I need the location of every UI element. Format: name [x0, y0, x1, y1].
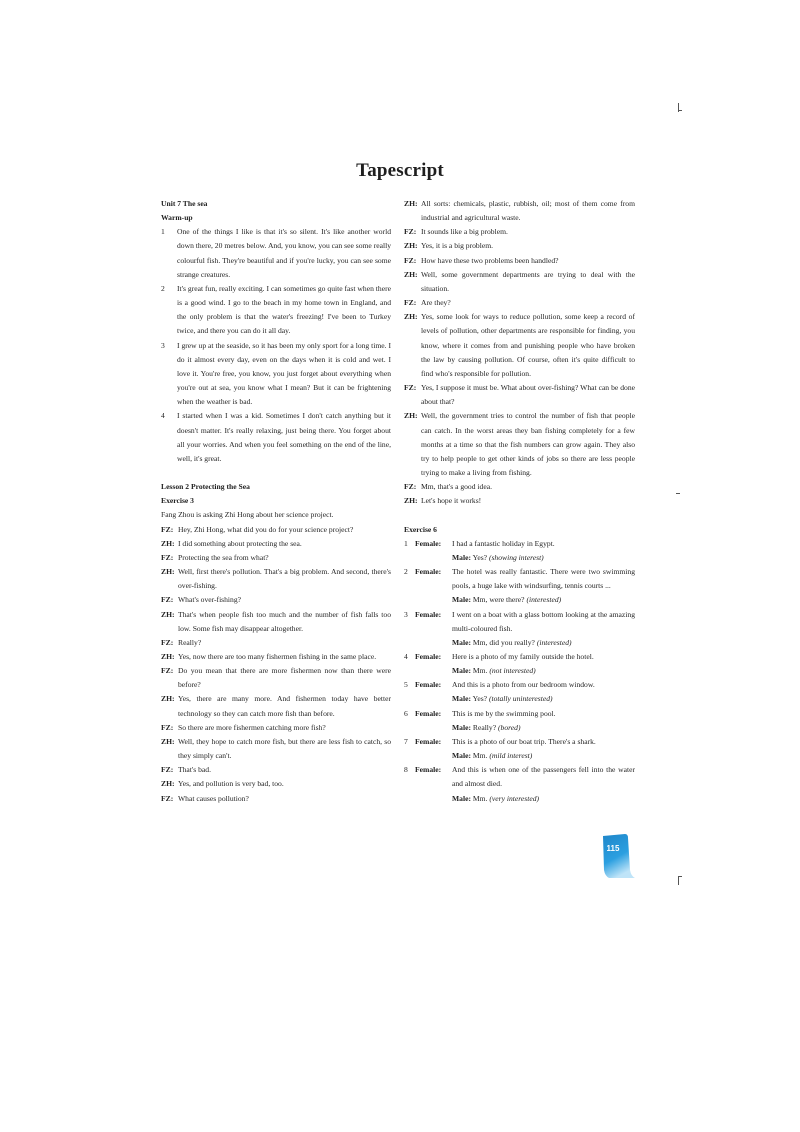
dialogue-text: That's bad.	[178, 765, 212, 775]
crop-mark-middle	[676, 493, 680, 494]
dialogue-line	[161, 792, 391, 806]
speaker-label: FZ:	[404, 482, 417, 492]
item-number: 6	[404, 708, 408, 718]
male-text: Mm.	[472, 793, 488, 803]
speaker-label: ZH:	[161, 609, 175, 619]
unit-heading: Unit 7 The sea	[161, 199, 208, 208]
tone-note: (bored)	[498, 722, 521, 732]
dialogue-text: Let's hope it works!	[421, 496, 482, 506]
speaker-label: ZH:	[161, 694, 175, 704]
speaker-label: FZ:	[161, 524, 174, 534]
speaker-label: FZ:	[161, 637, 174, 647]
speaker-label: Male:	[452, 552, 471, 562]
item-number: 4	[404, 651, 408, 661]
dialogue-text: I did something about protecting the sea.	[178, 538, 302, 548]
item-text: I grew up at the seaside, so it has been my only sport for a long time. I do it almost every day, even on the days when it is cold and wet. I love it. You're free, you know, you just forget about everything when you're out at sea, you know what I mean? But it can be frightening when the weather is bad.	[177, 340, 391, 407]
female-text: This is a photo of our boat trip. There's a shark.	[452, 736, 596, 746]
dialogue-text: Well, first there's pollution. That's a big problem. And second, there's over-fishing.	[178, 567, 391, 591]
speaker-label: Male:	[452, 595, 471, 605]
dialogue-text: Yes, and pollution is very bad, too.	[178, 779, 284, 789]
male-text: Yes?	[472, 552, 488, 562]
speaker-label: FZ:	[161, 722, 174, 732]
female-text: This is me by the swimming pool.	[452, 708, 556, 718]
speaker-label: ZH:	[161, 538, 175, 548]
speaker-label: ZH:	[404, 241, 418, 251]
speaker-label: FZ:	[161, 793, 174, 803]
exercise6-item	[404, 565, 635, 607]
spacer	[161, 466, 391, 480]
female-line	[415, 763, 635, 791]
dialogue-line	[404, 480, 635, 494]
crop-mark-bottom-tick	[678, 876, 682, 877]
speaker-label: Female:	[415, 567, 442, 577]
male-line	[415, 636, 635, 650]
speaker-label: ZH:	[161, 567, 175, 577]
tone-note: (very interested)	[489, 793, 540, 803]
lesson-heading: Lesson 2 Protecting the Sea	[161, 482, 250, 492]
dialogue-text: Do you mean that there are more fishermen now than there were before?	[178, 666, 391, 690]
tone-note: (totally uninterested)	[488, 694, 553, 704]
dialogue-text: Yes, there are many more. And fishermen today have better technology so they can catch more fish than before.	[178, 694, 391, 718]
dialogue-line	[161, 763, 391, 777]
male-line	[415, 593, 635, 607]
male-text: Mm.	[472, 666, 488, 676]
item-number: 8	[404, 765, 408, 775]
speaker-label: FZ:	[161, 552, 174, 562]
speaker-label: Male:	[452, 694, 471, 704]
dialogue-line	[161, 537, 391, 551]
female-text: Here is a photo of my family outside the hotel.	[452, 651, 594, 661]
tone-note: (interested)	[536, 637, 572, 647]
item-number: 1	[161, 227, 165, 237]
speaker-label: FZ:	[404, 227, 417, 237]
page-number-tab	[601, 832, 637, 878]
dialogue-line	[161, 721, 391, 735]
dialogue-text: Yes, now there are too many fishermen fishing in the same place.	[178, 651, 377, 661]
item-number: 5	[404, 680, 408, 690]
exercise6-item	[404, 650, 635, 678]
warmup-item	[161, 339, 391, 410]
item-number: 3	[161, 340, 165, 350]
dialogue-text: Really?	[178, 637, 202, 647]
male-text: Yes?	[472, 694, 488, 704]
item-number: 4	[161, 411, 165, 421]
speaker-label: FZ:	[161, 765, 174, 775]
speaker-label: Female:	[415, 765, 442, 775]
speaker-label: ZH:	[161, 651, 175, 661]
dialogue-line	[161, 523, 391, 537]
speaker-label: ZH:	[161, 736, 175, 746]
dialogue-line	[404, 409, 635, 480]
dialogue-text: It sounds like a big problem.	[421, 227, 508, 237]
dialogue-text: Well, the government tries to control the number of fish that people can catch. In the worst areas they ban fishing completely for a few months at a time so that the fish numbers can grow again. They also try to help people to get other kinds of jobs so there are less people trying to make a living from fishing.	[421, 411, 635, 477]
dialogue-text: Well, they hope to catch more fish, but there are less fish to catch, so they simply can't.	[178, 736, 391, 761]
speaker-label: ZH:	[404, 496, 418, 506]
speaker-label: Female:	[415, 609, 442, 619]
exercise6-heading: Exercise 6	[404, 524, 437, 534]
speaker-label: Female:	[415, 651, 442, 661]
dialogue-text: That's when people fish too much and the number of fish falls too low. Some fish may disappear altogether.	[178, 609, 391, 633]
dialogue-line	[161, 593, 391, 607]
male-line	[415, 749, 635, 763]
exercise6-item	[404, 678, 635, 706]
speaker-label: Male:	[452, 722, 471, 732]
male-line	[415, 551, 635, 565]
speaker-label: FZ:	[161, 666, 174, 676]
exercise6-item	[404, 707, 635, 735]
female-text: The hotel was really fantastic. There were two swimming pools, a huge lake with windsurfing, tennis courts ...	[452, 567, 635, 591]
speaker-label: ZH:	[404, 269, 418, 279]
warmup-item	[161, 282, 391, 339]
dialogue-text: Are they?	[421, 298, 451, 308]
dialogue-line	[161, 692, 391, 720]
dialogue-text: So there are more fishermen catching more fish?	[178, 722, 326, 732]
male-line	[415, 692, 635, 706]
female-text: I went on a boat with a glass bottom looking at the amazing multi-coloured fish.	[452, 609, 635, 633]
speaker-label: FZ:	[404, 298, 417, 308]
dialogue-line	[161, 565, 391, 593]
dialogue-text: Mm, that's a good idea.	[421, 482, 492, 492]
dialogue-line	[404, 225, 635, 239]
dialogue-line	[404, 254, 635, 268]
crop-mark-top-tick	[678, 110, 682, 111]
exercise6-item	[404, 735, 635, 763]
page-title: Tapescript	[356, 160, 444, 181]
dialogue-line	[161, 551, 391, 565]
speaker-label: Female:	[415, 736, 442, 746]
dialogue-line	[404, 296, 635, 310]
warmup-heading: Warm-up	[161, 213, 193, 223]
item-text: It's great fun, really exciting. I can sometimes go quite fast when there is a good wind. I go to the beach in my home town in England, and the only problem is that the water's freezing! I've been to Turkey twice, and there you can do it all day.	[177, 283, 391, 336]
dialogue-line	[404, 310, 635, 381]
tone-note: (not interested)	[489, 666, 536, 676]
tone-note: (showing interest)	[488, 552, 544, 562]
male-text: Mm.	[472, 751, 488, 761]
item-number: 3	[404, 609, 408, 619]
male-line	[415, 664, 635, 678]
speaker-label: FZ:	[404, 255, 417, 265]
item-number: 2	[404, 567, 408, 577]
page-tab-shape	[601, 832, 637, 878]
dialogue-line	[161, 608, 391, 636]
dialogue-text: All sorts: chemicals, plastic, rubbish, oil; most of them come from industrial and agricultural waste.	[421, 199, 635, 223]
male-line	[415, 721, 635, 735]
speaker-label: Male:	[452, 637, 471, 647]
crop-mark-bottom	[678, 876, 679, 885]
dialogue-text: Hey, Zhi Hong, what did you do for your science project?	[178, 524, 354, 534]
left-column	[161, 197, 391, 806]
item-text: One of the things I like is that it's so silent. It's like another world down there, 20 metres below. And, you know, you can see some really colourful fish. They're beautiful and if you're lucky, you can see some strange creatures.	[177, 227, 391, 279]
tone-note: (interested)	[526, 595, 562, 605]
exercise3-intro: Fang Zhou is asking Zhi Hong about her science project.	[161, 510, 334, 520]
speaker-label: Female:	[415, 708, 442, 718]
male-line	[415, 792, 635, 806]
dialogue-text: What's over-fishing?	[178, 595, 242, 605]
tone-note: (mild interest)	[489, 751, 533, 761]
right-column	[404, 197, 635, 806]
exercise6-item	[404, 537, 635, 565]
item-number: 2	[161, 283, 165, 293]
female-line	[415, 678, 635, 692]
exercise3-heading: Exercise 3	[161, 496, 194, 506]
male-text: Mm, did you really?	[472, 637, 535, 647]
dialogue-text: Protecting the sea from what?	[178, 552, 269, 562]
dialogue-text: Yes, it is a big problem.	[421, 241, 494, 251]
warmup-item	[161, 225, 391, 282]
warmup-list	[161, 225, 391, 466]
item-text: I started when I was a kid. Sometimes I don't catch anything but it doesn't matter. It's really relaxing, just being there. You forget about all your worries. And when you feel something on the end of the line, well, it's great.	[177, 411, 391, 463]
speaker-label: Male:	[452, 666, 471, 676]
speaker-label: ZH:	[404, 199, 418, 208]
female-line	[415, 608, 635, 636]
dialogue-line	[161, 636, 391, 650]
dialogue-text: What causes pollution?	[178, 793, 249, 803]
female-line	[415, 537, 635, 551]
female-line	[415, 650, 635, 664]
dialogue-line	[161, 650, 391, 664]
female-line	[415, 707, 635, 721]
page-number: 115	[606, 844, 620, 853]
exercise6-list	[404, 537, 635, 806]
dialogue-text: Yes, some look for ways to reduce pollution, some keep a record of levels of pollution, other departments are responsible for finding, you know, where it comes from and punishing people who have broken the law by causing pollution. Of course, often it's quite difficult to find who's responsible for pollution.	[421, 312, 635, 378]
exercise6-item	[404, 608, 635, 650]
speaker-label: ZH:	[404, 312, 418, 322]
dialogue-line	[404, 381, 635, 409]
female-line	[415, 565, 635, 593]
speaker-label: ZH:	[404, 411, 418, 421]
dialogue-line	[404, 494, 635, 508]
dialogue-line	[404, 268, 635, 296]
dialogue-line	[404, 239, 635, 253]
female-text: I had a fantastic holiday in Egypt.	[452, 538, 555, 548]
speaker-label: Male:	[452, 751, 471, 761]
dialogue-line	[404, 197, 635, 225]
male-text: Really?	[472, 722, 497, 732]
exercise6-item	[404, 763, 635, 805]
speaker-label: Female:	[415, 538, 442, 548]
female-text: And this is a photo from our bedroom window.	[452, 680, 595, 690]
dialogue-line	[161, 777, 391, 791]
item-number: 7	[404, 736, 408, 746]
spacer	[404, 508, 635, 522]
exercise3-dialogue-continued	[404, 197, 635, 508]
dialogue-text: Yes, I suppose it must be. What about over-fishing? What can be done about that?	[421, 383, 635, 407]
female-line	[415, 735, 635, 749]
speaker-label: FZ:	[404, 383, 417, 393]
speaker-label: Female:	[415, 680, 442, 690]
female-text: And this is when one of the passengers fell into the water and almost died.	[452, 765, 635, 789]
speaker-label: FZ:	[161, 595, 174, 605]
dialogue-line	[161, 664, 391, 692]
item-number: 1	[404, 538, 408, 548]
warmup-item	[161, 409, 391, 466]
exercise3-dialogue	[161, 523, 391, 806]
male-text: Mm, were there?	[472, 595, 525, 605]
speaker-label: ZH:	[161, 779, 175, 789]
dialogue-text: How have these two problems been handled?	[421, 255, 559, 265]
speaker-label: Male:	[452, 793, 471, 803]
dialogue-line	[161, 735, 391, 763]
dialogue-text: Well, some government departments are trying to deal with the situation.	[421, 269, 635, 293]
